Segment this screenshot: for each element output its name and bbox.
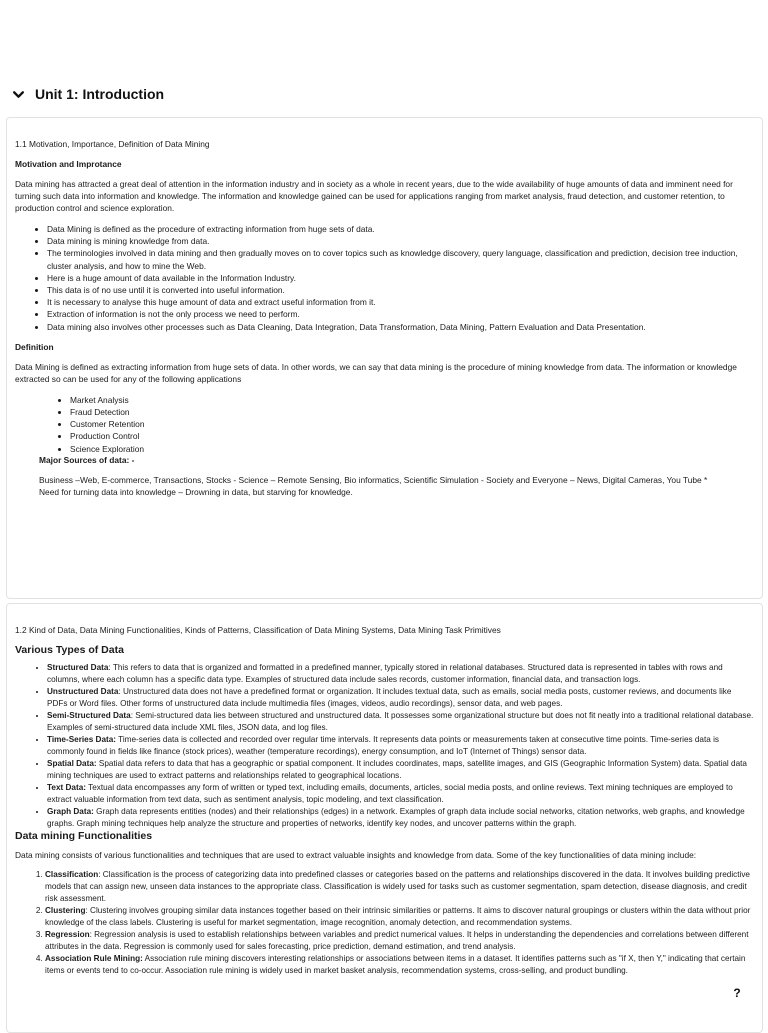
list-item: • Extraction of information is not the only process we need to perform. — [47, 308, 754, 320]
list-item: • Data Mining is defined as the procedure of extracting information from huge sets of data. — [47, 223, 754, 235]
list-item: • Market Analysis — [70, 394, 754, 406]
list-item — [47, 662, 754, 686]
list-item — [47, 758, 754, 782]
section-heading-1-2: 1.2 Kind of Data, Data Mining Functionalities, Kinds of Patterns, Classification of Data Mining Systems, Data Mining Task Primitives — [15, 625, 501, 635]
description: Spatial data refers to data that has a geographic or spatial component. It includes coordinates, maps, satellite images, and GIS (Geographic Information System) data. Spatial data mining techniques are used to extract patterns and relationships related to geographical locations. — [47, 759, 747, 780]
functionalities-list — [15, 869, 754, 977]
sources-line-2: Need for turning data into knowledge – Drowning in data, but starving for knowledge. — [39, 486, 353, 497]
term: Regression — [45, 930, 90, 939]
list-item: • Data mining is mining knowledge from data. — [47, 235, 754, 247]
definition-paragraph: Data Mining is defined as extracting information from huge sets of data. In other words, we can say that data mining is the procedure of mining knowledge from data. The information or knowledge extracted so can be used for any of the following applications — [15, 361, 737, 384]
functionalities-intro: Data mining consists of various functionalities and techniques that are used to extract valuable insights and knowledge from data. Some of the key functionalities of data mining include: — [15, 850, 697, 860]
list-item — [47, 710, 754, 734]
term: Semi-Structured Data — [47, 711, 131, 720]
applications-list — [15, 394, 754, 455]
term: Time-Series Data: — [47, 735, 117, 744]
section-card-1-2 — [6, 603, 763, 1033]
unit-header-toggle[interactable] — [12, 84, 752, 104]
term: Graph Data: — [47, 807, 94, 816]
sources-line-1: Business –Web, E-commerce, Transactions, Stocks - Science – Remote Sensing, Bio informatics, Scientific Simulation - Society and Everyone – News, Digital Cameras, You Tube * — [39, 474, 708, 485]
list-item: • Data mining also involves other processes such as Data Cleaning, Data Integration, Data Transformation, Data Mining, Pattern Evaluation and Data Presentation. — [47, 321, 754, 333]
list-item — [47, 806, 754, 830]
description: : Semi-structured data lies between structured and unstructured data. It possesses some organizational structure but does not fit neatly into a traditional relational database. Examples of semi-structured data include XML files, JSON data, and log files. — [47, 711, 754, 732]
motivation-paragraph: Data mining has attracted a great deal of attention in the information industry and in society as a whole in recent years, due to the wide availability of huge amounts of data and imminent need for turning such data into information and knowledge. The information and knowledge gained can be used for applications ranging from market analysis, fraud detection, and customer retention, to production control and science exploration. — [15, 179, 733, 213]
list-item: • Customer Retention — [70, 418, 754, 430]
unit-title: Unit 1: Introduction — [35, 86, 165, 102]
functionalities-title: Data mining Functionalities — [15, 830, 153, 842]
definition-title: Definition — [15, 341, 54, 352]
list-item — [47, 782, 754, 806]
list-item: • Production Control — [70, 430, 754, 442]
term: Clustering — [45, 906, 86, 915]
description: : This refers to data that is organized and formatted in a predefined manner, typically stored in relational databases. Structured data is represented in tables with rows and columns, where each column has a specific data type. Examples of structured data include sales records, customer information, financial data, and transaction logs. — [47, 663, 723, 684]
list-item: • This data is of no use until it is converted into useful information. — [47, 284, 754, 296]
list-item: • Fraud Detection — [70, 406, 754, 418]
description: Association rule mining discovers interesting relationships or associations between items in a dataset. It identifies patterns such as "if X, then Y," indicating that certain items or events tend to co-occur. Association rule mining is widely used in market basket analysis, recommendation systems, cross-selling, and product bundling. — [45, 954, 746, 975]
list-item — [45, 929, 754, 953]
description: : Unstructured data does not have a predefined format or organization. It includes textual data, such as emails, social media posts, customer reviews, and documents like PDFs or Word files. Other forms of unstructured data include multimedia files (images, videos, audio recordings), sensor data, and web pages. — [47, 687, 732, 708]
term: Association Rule Mining: — [45, 954, 143, 963]
sources-title: Major Sources of data: - — [39, 454, 135, 465]
motivation-title: Motivation and Improtance — [15, 159, 122, 169]
description: : Clustering involves grouping similar data instances together based on their intrinsic similarities or patterns. It aims to discover natural groupings or clusters within the data without prior knowledge of the class labels. Clustering is useful for market segmentation, image recognition, anomaly detection, and recommendation systems. — [45, 906, 751, 927]
section-heading-1-1: 1.1 Motivation, Importance, Definition of Data Mining — [15, 139, 210, 149]
description: Textual data encompasses any form of written or typed text, including emails, documents, articles, social media posts, and online reviews. Text mining techniques are employed to extract valuable information from text data, such as sentiment analysis, topic modeling, and text classification. — [47, 783, 733, 804]
motivation-bullet-list — [15, 223, 754, 333]
list-item: • The terminologies involved in data mining and then gradually moves on to cover topics such as knowledge discovery, query language, classification and prediction, decision tree induction, cluster analysis, and how to mine the Web. — [47, 247, 754, 271]
data-types-list — [15, 662, 754, 830]
description: : Regression analysis is used to establish relationships between variables and predict numerical values. It helps in understanding the dependencies and correlations between different attributes in the data. Regression is commonly used for sales forecasting, price prediction, demand estimation, and trend analysis. — [45, 930, 749, 951]
list-item: • It is necessary to analyse this huge amount of data and extract useful information from it. — [47, 296, 754, 308]
description: Graph data represents entities (nodes) and their relationships (edges) in a network. Examples of graph data include social networks, citation networks, web graphs, and knowledge graphs. Graph mining techniques help analyze the structure and properties of networks, identify key nodes, and uncover patterns within the graph. — [47, 807, 745, 828]
section-card-1-1 — [6, 117, 763, 599]
term: Classification — [45, 870, 99, 879]
list-item: • Science Exploration — [70, 443, 754, 455]
description: : Classification is the process of categorizing data into predefined classes or categories based on the patterns and relationships discovered in the data. It involves building predictive models that can assign new, unseen data instances to the appropriate class. Classification is widely used for tasks such as customer segmentation, spam detection, disease diagnosis, and credit risk assessment. — [45, 870, 750, 903]
term: Structured Data — [47, 663, 109, 672]
list-item — [47, 734, 754, 758]
help-icon[interactable]: ? — [733, 986, 741, 1000]
list-item — [45, 953, 754, 977]
chevron-down-icon — [12, 88, 25, 101]
description: Time-series data is collected and recorded over regular time intervals. It represents data points or measurements taken at consecutive time points. Time-series data is commonly found in fields like finance (stock prices), weather (temperature recordings), energy consumption, and IoT (Internet of Things) sensor data. — [47, 735, 719, 756]
list-item — [45, 869, 754, 905]
list-item: • Here is a huge amount of data available in the Information Industry. — [47, 272, 754, 284]
term: Spatial Data: — [47, 759, 97, 768]
term: Text Data: — [47, 783, 86, 792]
list-item — [45, 905, 754, 929]
types-title: Various Types of Data — [15, 644, 124, 656]
term: Unstructured Data — [47, 687, 119, 696]
list-item — [47, 686, 754, 710]
